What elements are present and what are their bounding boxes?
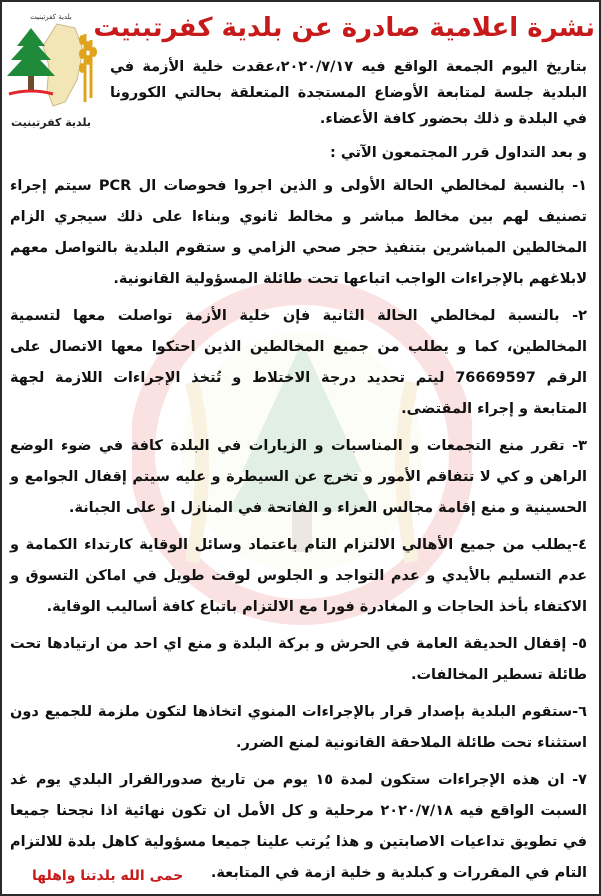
decision-item-4: ٤-يطلب من جميع الأهالي الالتزام التام باعتماد وسائل الوقاية كارتداء الكمامة و عدم التسليم بالأيدي و عدم التواجد و الجلوس لوقت طويل في اماكن التسوق و الاكتفاء بأخذ الحاجات و المغادرة فورا مع الالتزام باتباع كافة أساليب الوقاية. <box>10 536 587 615</box>
decisions-lead: و بعد التداول قرر المجتمعون الآتي : <box>330 145 587 161</box>
closing-prayer: حمى الله بلدتنا واهلها <box>32 868 184 884</box>
decision-item-7: ٧- ان هذه الإجراءات ستكون لمدة ١٥ يوم من تاريخ صدورالقرار البلدي يوم غد السبت الواقع فيه ٢٠٢٠/٧/١٨ مرحلية و كل الأمل ان تكون نهائية اذا نجحنا جميعا في تطويق تداعيات الاصابتين و هذا يُرتب علينا جميعا مسؤولية كاهل بلدة للالتزام التام في المقررات و كبلدية و خلية ازمة في المتابعة. <box>10 771 587 881</box>
page-title: نشرة اعلامية صادرة عن بلدية كفرتبنيت <box>93 13 595 43</box>
decision-item-2: ٢- بالنسبة لمخالطي الحالة الثانية فإن خلية الأزمة تواصلت معها لتسمية المخالطين، كما و يطلب من جميع المخالطين الذين احتكوا معها الاتصال على الرقم 76669597 ليتم تحديد درجة الاختلاط و تُتخذ الإجراءات اللازمة لجهة المتابعة و إجراء المقتضى. <box>10 307 587 417</box>
logo-caption: بلدية كفرتبنيت <box>10 116 91 129</box>
bulletin-body <box>10 54 587 895</box>
decision-item-5: ٥- إقفال الحديقة العامة في الحرش و بركة البلدة و منع اي احد من ارتيادها تحت طائلة تسطير المخالفات. <box>10 635 587 683</box>
decision-item-1: ١- بالنسبة لمخالطي الحالة الأولى و الذين اجروا فحوصات ال PCR سيتم إجراء تصنيف لهم بين مخالط مباشر و مخالط ثانوي وبناءا على ذلك سيجري الزام المخالطين المباشرين بتنفيذ حجر صحي الزامي و ستقوم البلدية بالتواصل معهم لابلاغهم بالإجراءات الواجب اتباعها تحت طائلة المسؤولية القانونية. <box>10 177 587 287</box>
intro-paragraph: بتاريخ اليوم الجمعة الواقع فيه ٢٠٢٠/٧/١٧،عقدت خلية الأزمة في البلدية جلسة لمتابعة الأوضاع المستجدة المتعلقة بحالتي الكورونا في البلدة و ذلك بحضور كافة الأعضاء. <box>110 59 587 127</box>
decision-item-3: ٣- تقرر منع التجمعات و المناسبات و الزيارات في البلدة كافة في ضوء الوضع الراهن و كي لا تتفاقم الأمور و تخرج عن السيطرة و عليه سيتم إقفال الجوامع و الحسينية و منع إقامة مجالس العزاء و الفاتحة في المنازل او على الجبانة. <box>10 437 587 516</box>
emblem-text: بلدية كفرتبنيت <box>30 13 72 21</box>
decision-item-6: ٦-ستقوم البلدية بإصدار قرار بالإجراءات المنوي اتخاذها لتكون ملزمة للجميع دون استثناء تحت طائلة الملاحقة القانونية لمنع الضرر. <box>10 703 587 751</box>
